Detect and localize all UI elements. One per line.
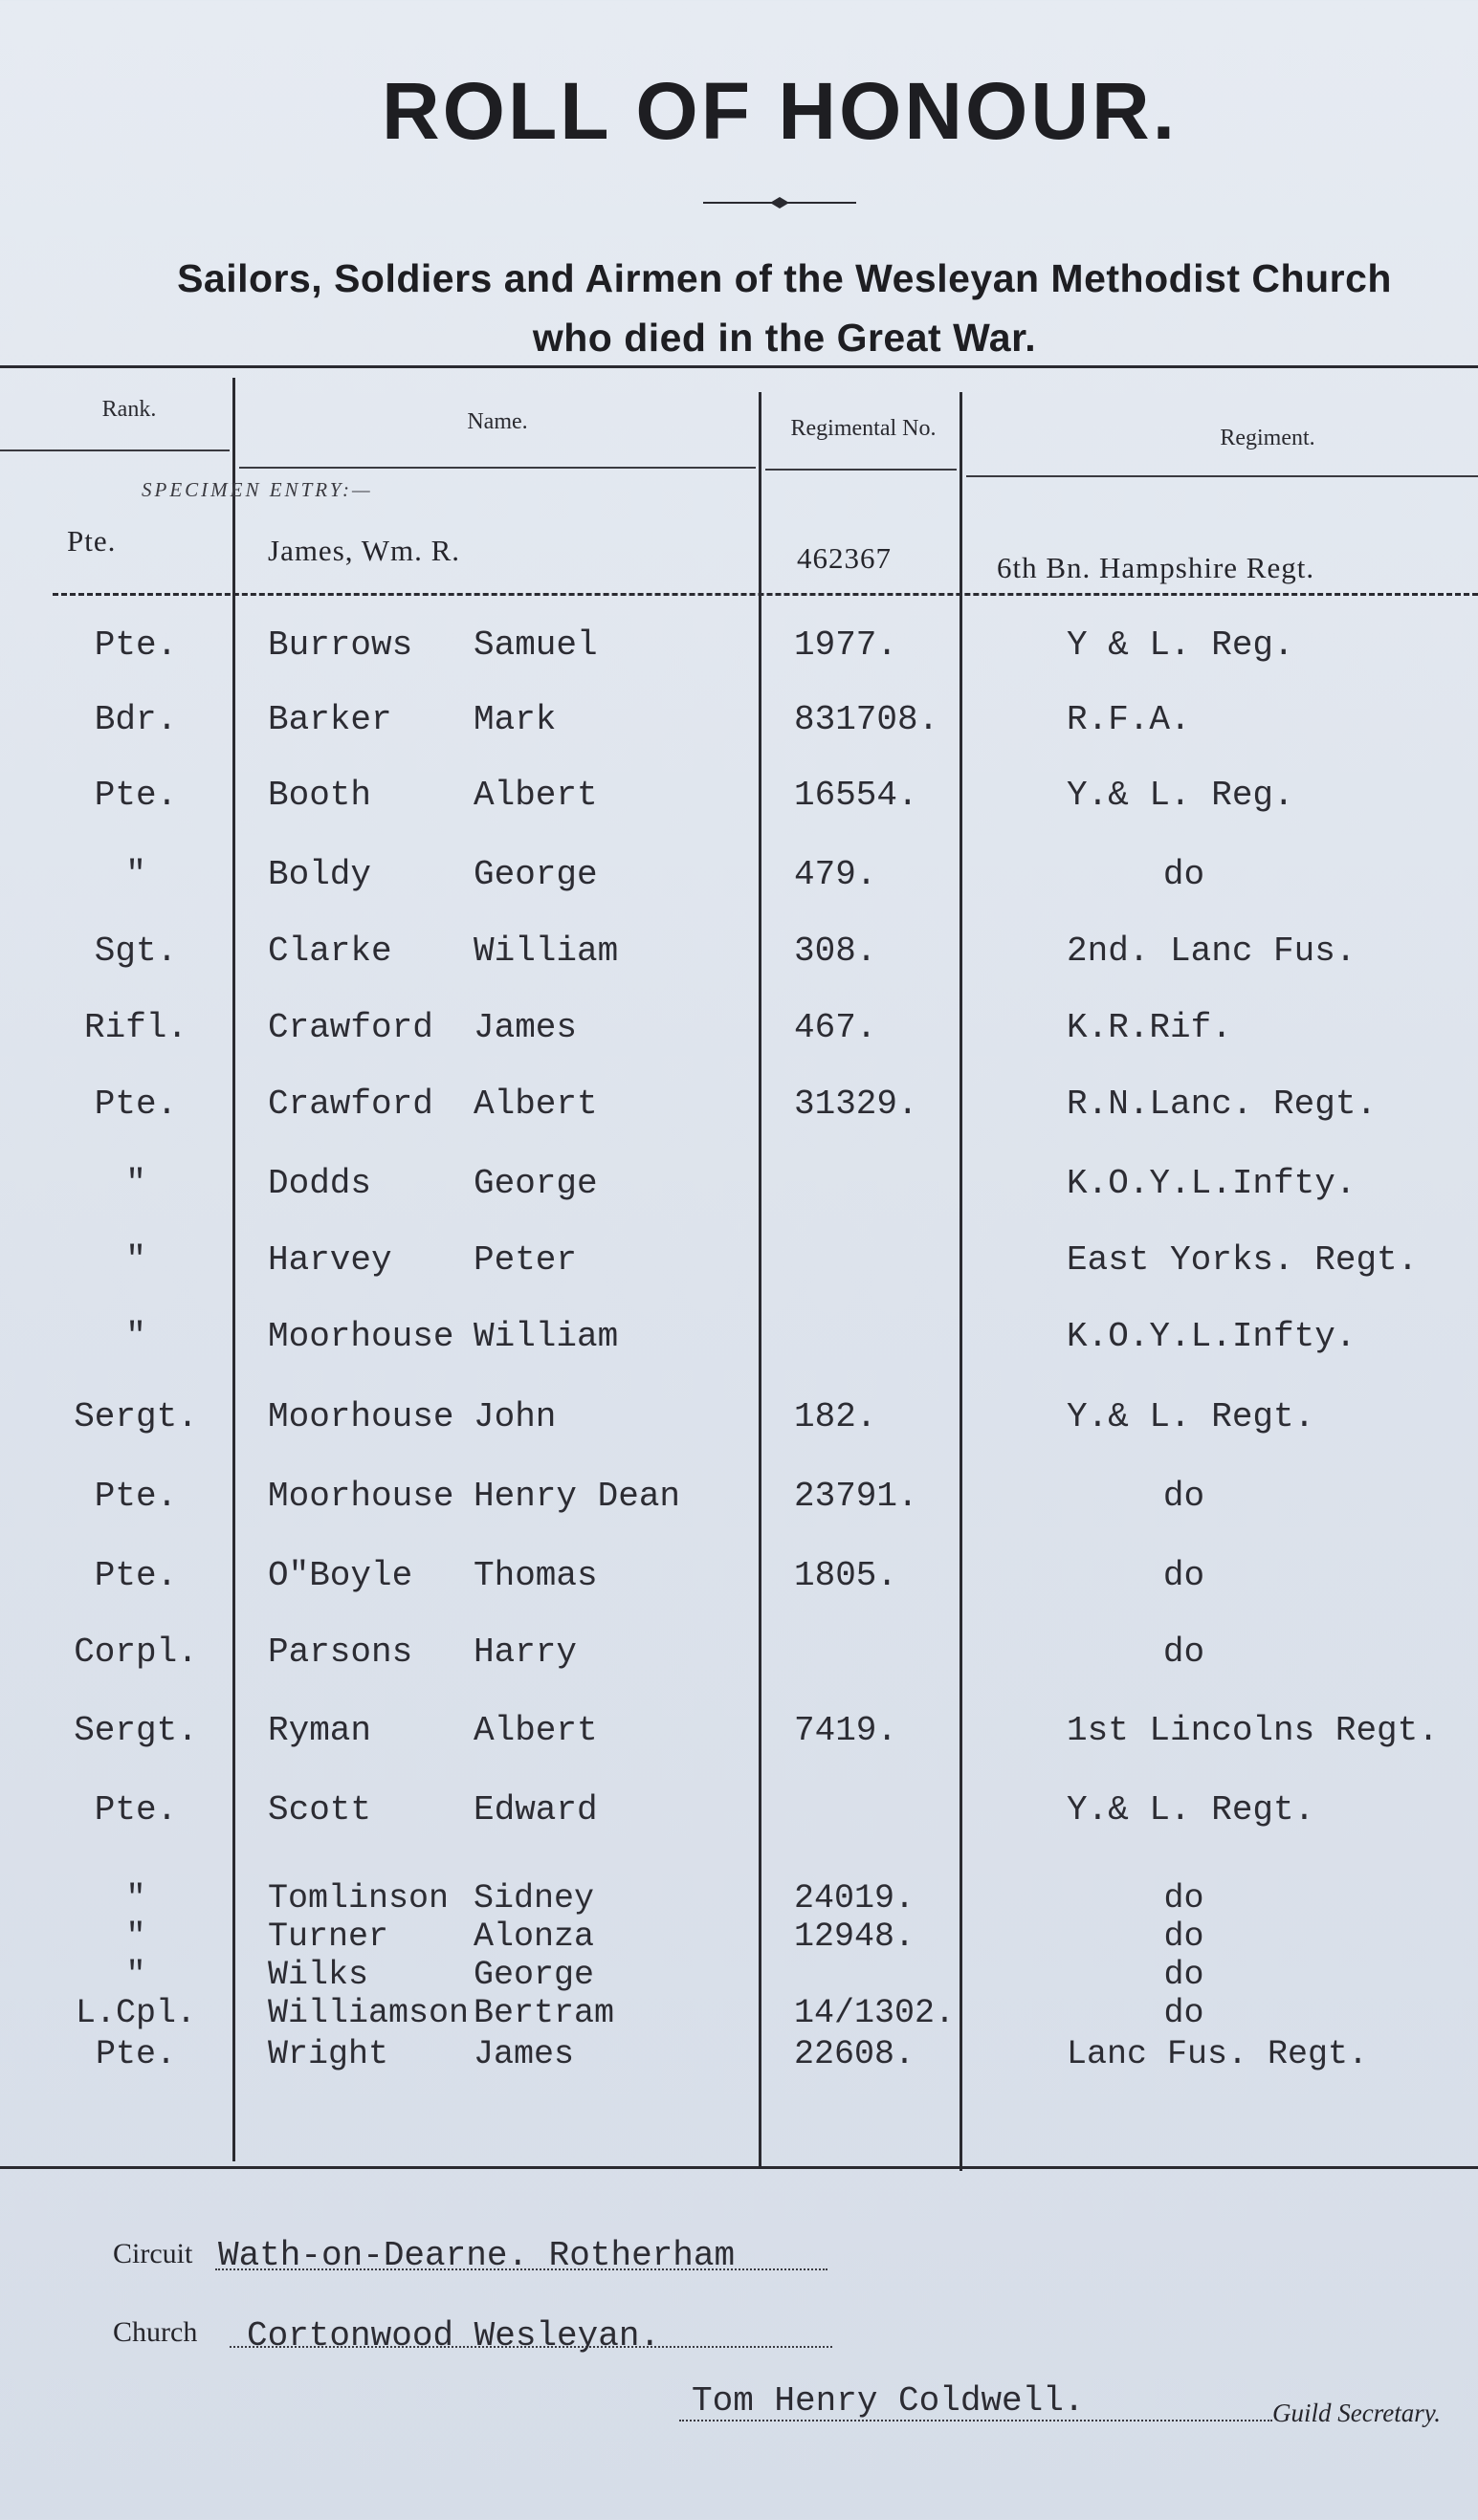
entry-regimental-no: 308. [794,931,877,971]
entry-forename: Bertram [474,1994,615,2032]
entry-regiment: Y.& L. Regt. [1067,1397,1315,1436]
entry-forename: George [474,855,598,894]
entry-regimental-no: 467. [794,1008,877,1047]
entry-forename: Sidney [474,1879,595,1917]
entry-regiment: Lanc Fus. Regt. [1067,2035,1369,2073]
entry-surname: Parsons [268,1633,413,1672]
specimen-label: SPECIMEN ENTRY:— [142,478,373,501]
entry-regiment: 1st Lincolns Regt. [1067,1711,1439,1750]
entry-rank: Sergt. [74,1711,198,1750]
entry-regimental-no: 1977. [794,625,898,665]
entry-surname: Barker [268,700,392,739]
list-item [0,1557,1478,1614]
entry-forename: Albert [474,1711,598,1750]
entry-regiment: R.N.Lanc. Regt. [1067,1085,1378,1124]
entry-regiment: do [1162,855,1205,894]
entry-regiment: do [1163,1917,1204,1956]
list-item [0,1791,1478,1849]
entry-surname: Clarke [268,931,392,971]
entry-rank: Bdr. [94,700,178,739]
entry-forename: Albert [474,1085,598,1124]
entry-rank: Pte. [94,1085,178,1124]
entry-forename: Edward [474,1790,598,1830]
list-item [0,856,1478,913]
entry-rank: " [125,1879,146,1917]
entry-regimental-no: 831708. [794,700,939,739]
entry-forename: Alonza [474,1917,595,1956]
list-item [0,2035,1478,2093]
entry-regiment: Y.& L. Reg. [1067,776,1294,815]
secretary-role: Guild Secretary. [1272,2399,1441,2427]
entry-rank: Pte. [94,1556,178,1595]
entry-regimental-no: 182. [794,1397,877,1436]
list-item [0,1633,1478,1691]
entry-regiment: do [1163,1879,1204,1917]
entry-regiment: do [1162,1477,1205,1516]
entry-forename: James [474,2035,575,2073]
circuit-label: Circuit [113,2238,193,2269]
column-header-regimental-no: Regimental No. [790,416,937,441]
entry-regimental-no: 22608. [794,2035,915,2073]
entry-regiment: K.O.Y.L.Infty. [1067,1164,1357,1203]
entry-forename: William [474,931,619,971]
entry-forename: James [474,1008,578,1047]
entry-regiment: do [1163,1994,1204,2032]
entry-surname: Ryman [268,1711,372,1750]
list-item [0,1318,1478,1375]
entry-forename: Harry [474,1633,578,1672]
entry-forename: Thomas [474,1556,598,1595]
entry-rank: " [125,1956,146,1994]
entry-surname: Crawford [268,1085,433,1124]
entry-regiment: K.R.Rif. [1067,1008,1232,1047]
entry-rank: Pte. [94,1477,178,1516]
entry-regiment: do [1162,1633,1205,1672]
subtitle-line-2: who died in the Great War. [532,316,1037,360]
header-rule [765,469,957,471]
entry-regimental-no: 31329. [794,1085,918,1124]
entry-regimental-no: 479. [794,855,877,894]
entry-regiment: Y.& L. Regt. [1067,1790,1315,1830]
list-item [0,1712,1478,1769]
column-header-rank: Rank. [101,397,157,422]
list-item [0,777,1478,834]
entry-regiment: K.O.Y.L.Infty. [1067,1317,1357,1356]
secretary-dotted-line [679,2420,1272,2421]
header-rule [0,449,230,451]
church-label: Church [113,2316,198,2348]
list-item [0,1009,1478,1066]
entry-regimental-no: 12948. [794,1917,915,1956]
entry-rank: L.Cpl. [75,1994,197,2032]
entry-forename: Mark [474,700,557,739]
entry-forename: George [474,1164,598,1203]
header-rule [966,475,1478,477]
entry-regiment: do [1162,1556,1205,1595]
entry-regiment: 2nd. Lanc Fus. [1067,931,1357,971]
church-value: Cortonwood Wesleyan. [247,2316,661,2356]
entry-regimental-no: 24019. [794,1879,915,1917]
specimen-separator [53,593,1478,596]
entry-regiment: East Yorks. Regt. [1067,1240,1419,1280]
list-item [0,626,1478,684]
title-ornament [698,191,861,214]
entry-surname: Scott [268,1790,372,1830]
entry-surname: Harvey [268,1240,392,1280]
specimen-name: James, Wm. R. [268,534,460,567]
entry-surname: Moorhouse [268,1317,454,1356]
table-bottom-rule [0,2166,1478,2169]
entry-rank: Pte. [94,1790,178,1830]
circuit-value: Wath-on-Dearne. Rotherham [218,2236,736,2275]
entry-rank: Pte. [94,776,178,815]
entry-surname: Wright [268,2035,389,2073]
entry-surname: Crawford [268,1008,433,1047]
entry-surname: Moorhouse [268,1397,454,1436]
entry-surname: Turner [268,1917,389,1956]
list-item [0,932,1478,990]
entry-regiment: do [1163,1956,1204,1994]
entry-forename: Samuel [474,625,598,665]
entry-surname: Burrows [268,625,413,665]
entry-regimental-no: 16554. [794,776,918,815]
entry-regimental-no: 14/1302. [794,1994,956,2032]
secretary-name: Tom Henry Coldwell. [692,2381,1085,2421]
entry-rank: Rifl. [83,1008,188,1047]
header-rule [239,467,756,469]
specimen-regiment: 6th Bn. Hampshire Regt. [997,551,1315,584]
entry-rank: " [125,855,146,894]
entry-surname: Moorhouse [268,1477,454,1516]
specimen-rank: Pte. [67,524,117,558]
entry-rank: Corpl. [74,1633,198,1672]
entry-surname: Boldy [268,855,372,894]
list-item [0,1398,1478,1456]
entry-rank: Pte. [94,625,178,665]
entry-surname: Booth [268,776,372,815]
entry-forename: Peter [474,1240,578,1280]
entry-forename: George [474,1956,595,1994]
list-item [0,1165,1478,1222]
entry-rank: " [125,1917,146,1956]
list-item [0,1478,1478,1535]
entry-rank: Sergt. [74,1397,198,1436]
entry-rank: " [125,1240,146,1280]
entry-regimental-no: 23791. [794,1477,918,1516]
table-top-rule [0,365,1478,368]
entry-forename: John [474,1397,557,1436]
entry-forename: Henry Dean [474,1477,681,1516]
entry-surname: Wilks [268,1956,369,1994]
entry-surname: Dodds [268,1164,372,1203]
entry-surname: Tomlinson [268,1879,450,1917]
entry-regiment: R.F.A. [1067,700,1191,739]
entry-rank: " [125,1164,146,1203]
list-item [0,701,1478,758]
list-item [0,1241,1478,1299]
entry-regimental-no: 7419. [794,1711,898,1750]
list-item [0,1085,1478,1143]
subtitle-line-1: Sailors, Soldiers and Airmen of the Wesleyan Methodist Church [177,256,1392,300]
column-header-name: Name. [467,409,528,434]
entry-regimental-no: 1805. [794,1556,898,1595]
entry-surname: Williamson [268,1994,470,2032]
page-title: ROLL OF HONOUR. [381,66,1179,156]
entry-forename: Albert [474,776,598,815]
entry-rank: Pte. [95,2035,176,2073]
entry-surname: O"Boyle [268,1556,413,1595]
entry-rank: " [125,1317,146,1356]
column-header-regiment: Regiment. [1220,426,1315,450]
entry-forename: William [474,1317,619,1356]
entry-regiment: Y & L. Reg. [1067,625,1294,665]
entry-rank: Sgt. [94,931,178,971]
specimen-regimental-no: 462367 [797,541,892,575]
